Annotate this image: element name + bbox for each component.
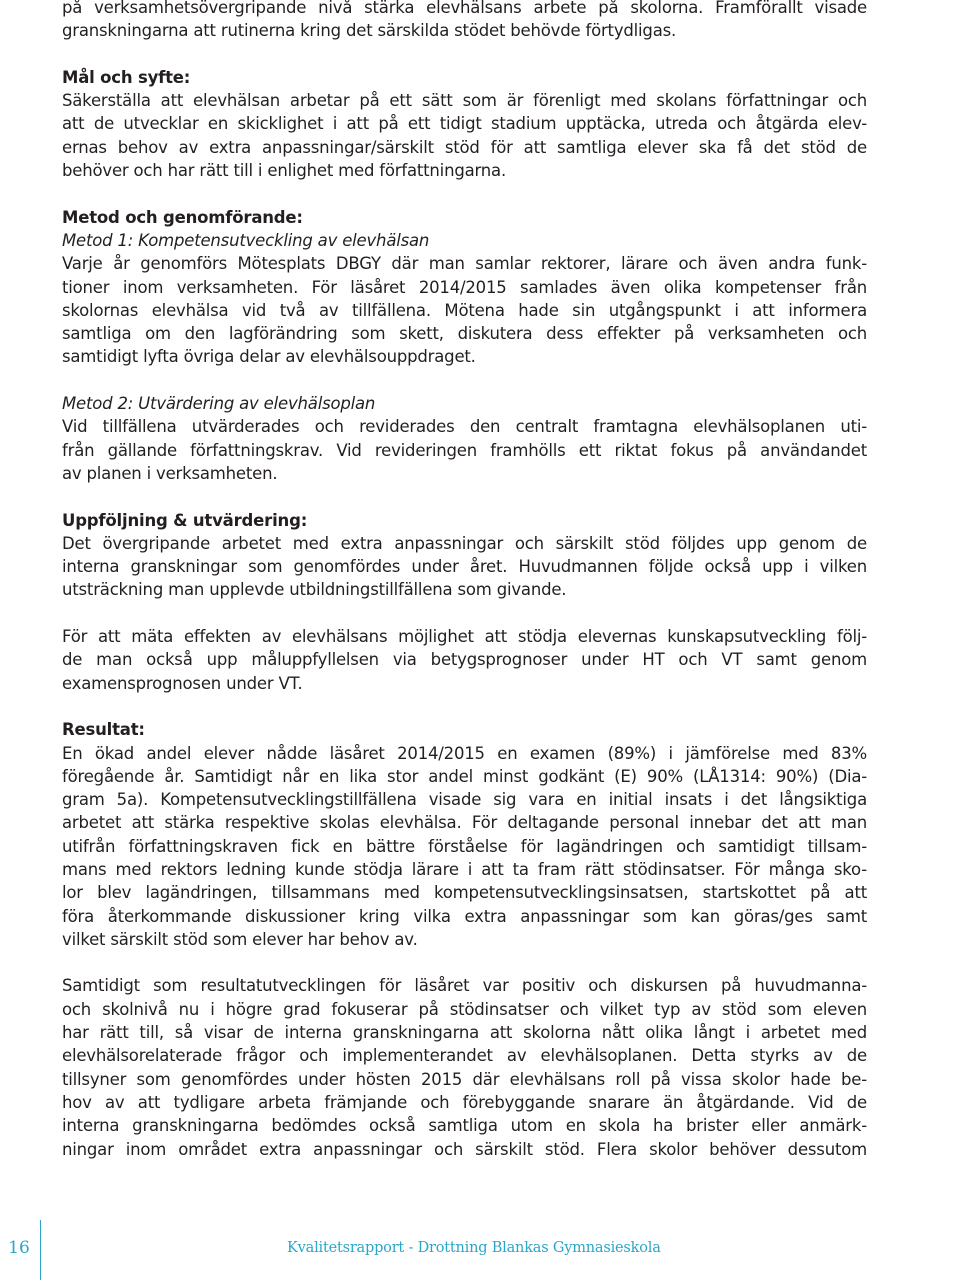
text-line: examensprognosen under VT. <box>62 673 303 693</box>
uppfoljning-section <box>62 509 867 695</box>
text-line: behöver och har rätt till i enlighet med författningarna. <box>62 161 507 181</box>
text-line: och skolnivå nu i högre grad fokuserar på stödinsatser och vilket typ av stöd som eleven <box>62 999 867 1019</box>
resultat-section <box>62 718 867 1161</box>
text-line: tillsyner som genomfördes under hösten 2015 där elevhälsans roll på vissa skolor hade be- <box>62 1069 867 1089</box>
text-line: föregående år. Samtidigt når en lika stor andel minst godkänt (E) 90% (LÅ1314: 90%) (Dia- <box>62 766 867 786</box>
text-line: föra återkommande diskussioner kring vilka extra anpassningar som kan göras/ges samt <box>62 906 867 926</box>
text-line: utifrån författningskraven fick en bättre förståelse för lagändringen och samtidigt tillsam- <box>62 836 867 856</box>
text-line: de man också upp måluppfyllelsen via betygsprognoser under HT och VT samt genom <box>62 650 867 670</box>
text-line: vilket särskilt stöd som elever har behov av. <box>62 929 418 949</box>
text-line: Vid tillfällena utvärderades och reviderades den centralt framtagna elevhälsoplanen uti- <box>62 417 867 437</box>
text-line: av planen i verksamheten. <box>62 463 278 483</box>
text-line: elevhälsorelaterade frågor och implementerandet av elevhälsoplanen. Detta styrks av de <box>62 1046 867 1066</box>
text-line: hov av att tydligare arbeta främjande och förebyggande snarare än åtgärdande. Vid de <box>62 1092 867 1112</box>
text-line: Samtidigt som resultatutvecklingen för läsåret var positiv och diskursen på huvudmanna- <box>62 976 867 996</box>
text-line: granskningarna att rutinerna kring det särskilda stödet behövde förtydligas. <box>62 21 677 41</box>
section-heading: Metod och genomförande: <box>62 207 303 227</box>
text-line: arbetet att stärka respektive skolas elevhälsa. För deltagande personal innebar det att man <box>62 813 867 833</box>
subheading: Metod 1: Kompetensutveckling av elevhälsan <box>62 230 430 250</box>
text-line: Säkerställa att elevhälsan arbetar på ett sätt som är förenligt med skolans författningar och <box>62 91 867 111</box>
text-line: ernas behov av extra anpassningar/särskilt stöd för att samtliga elever ska få det stöd de <box>62 137 867 157</box>
text-line: utsträckning man upplevde utbildningstillfällena som givande. <box>62 580 567 600</box>
section-heading: Resultat: <box>62 720 145 740</box>
page-number: 16 <box>8 1238 30 1258</box>
text-line: har rätt till, så visar de interna granskningarna att skolorna nått olika långt i arbetet med <box>62 1023 867 1043</box>
footer-title: Kvalitetsrapport - Drottning Blankas Gymnasieskola <box>287 1240 661 1256</box>
text-line: att de utvecklar en skicklighet i att på ett tidigt stadium upptäcka, utreda och åtgärda elev- <box>62 114 867 134</box>
text-line: gram 5a). Kompetensutvecklingstillfällena visade sig vara en initial insats i det långsiktiga <box>62 790 867 810</box>
text-line: interna granskningar som genomfördes under året. Huvudmannen följde också upp i vilken <box>62 557 867 577</box>
text-line: samtidigt lyfta övriga delar av elevhälsouppdraget. <box>62 347 476 367</box>
text-line: För att mäta effekten av elevhälsans möjlighet att stödja elevernas kunskapsutveckling följ- <box>62 627 867 647</box>
mal-section <box>62 66 867 182</box>
intro-paragraph <box>62 0 867 43</box>
text-line: Varje år genomförs Mötesplats DBGY där man samlar rektorer, lärare och även andra funk- <box>62 254 867 274</box>
text-line: samtliga om den lagförändring som skett, diskutera dess effekter på verksamheten och <box>62 324 867 344</box>
text-line: mans med rektors ledning kunde stödja lärare i att ta fram rätt stödinsatser. För många sko- <box>62 859 867 879</box>
document-body <box>62 0 867 1161</box>
text-line: skolornas elevhälsa vid två av tillfällena. Mötena hade sin utgångspunkt i att informera <box>62 300 867 320</box>
metod-section <box>62 206 867 486</box>
section-heading: Mål och syfte: <box>62 67 191 87</box>
text-line: En ökad andel elever nådde läsåret 2014/2015 en examen (89%) i jämförelse med 83% <box>62 743 867 763</box>
section-heading: Uppföljning & utvärdering: <box>62 510 308 530</box>
text-line: Det övergripande arbetet med extra anpassningar och särskilt stöd följdes upp genom de <box>62 533 867 553</box>
text-line: tioner inom verksamheten. För läsåret 2014/2015 samlades även olika kompetenser från <box>62 277 867 297</box>
text-line: på verksamhetsövergripande nivå stärka elevhälsans arbete på skolorna. Framförallt visade <box>62 0 867 17</box>
text-line: interna granskningarna bedömdes också samtliga utom en skola ha brister eller anmärk- <box>62 1116 867 1136</box>
subheading: Metod 2: Utvärdering av elevhälsoplan <box>62 394 376 414</box>
text-line: ningar inom området extra anpassningar och särskilt stöd. Flera skolor behöver dessutom <box>62 1139 867 1159</box>
text-line: lor blev lagändringen, tillsammans med kompetensutvecklingsinsatsen, startskottet på att <box>62 883 867 903</box>
text-line: från gällande författningskrav. Vid revideringen framhölls ett riktat fokus på användandet <box>62 440 867 460</box>
